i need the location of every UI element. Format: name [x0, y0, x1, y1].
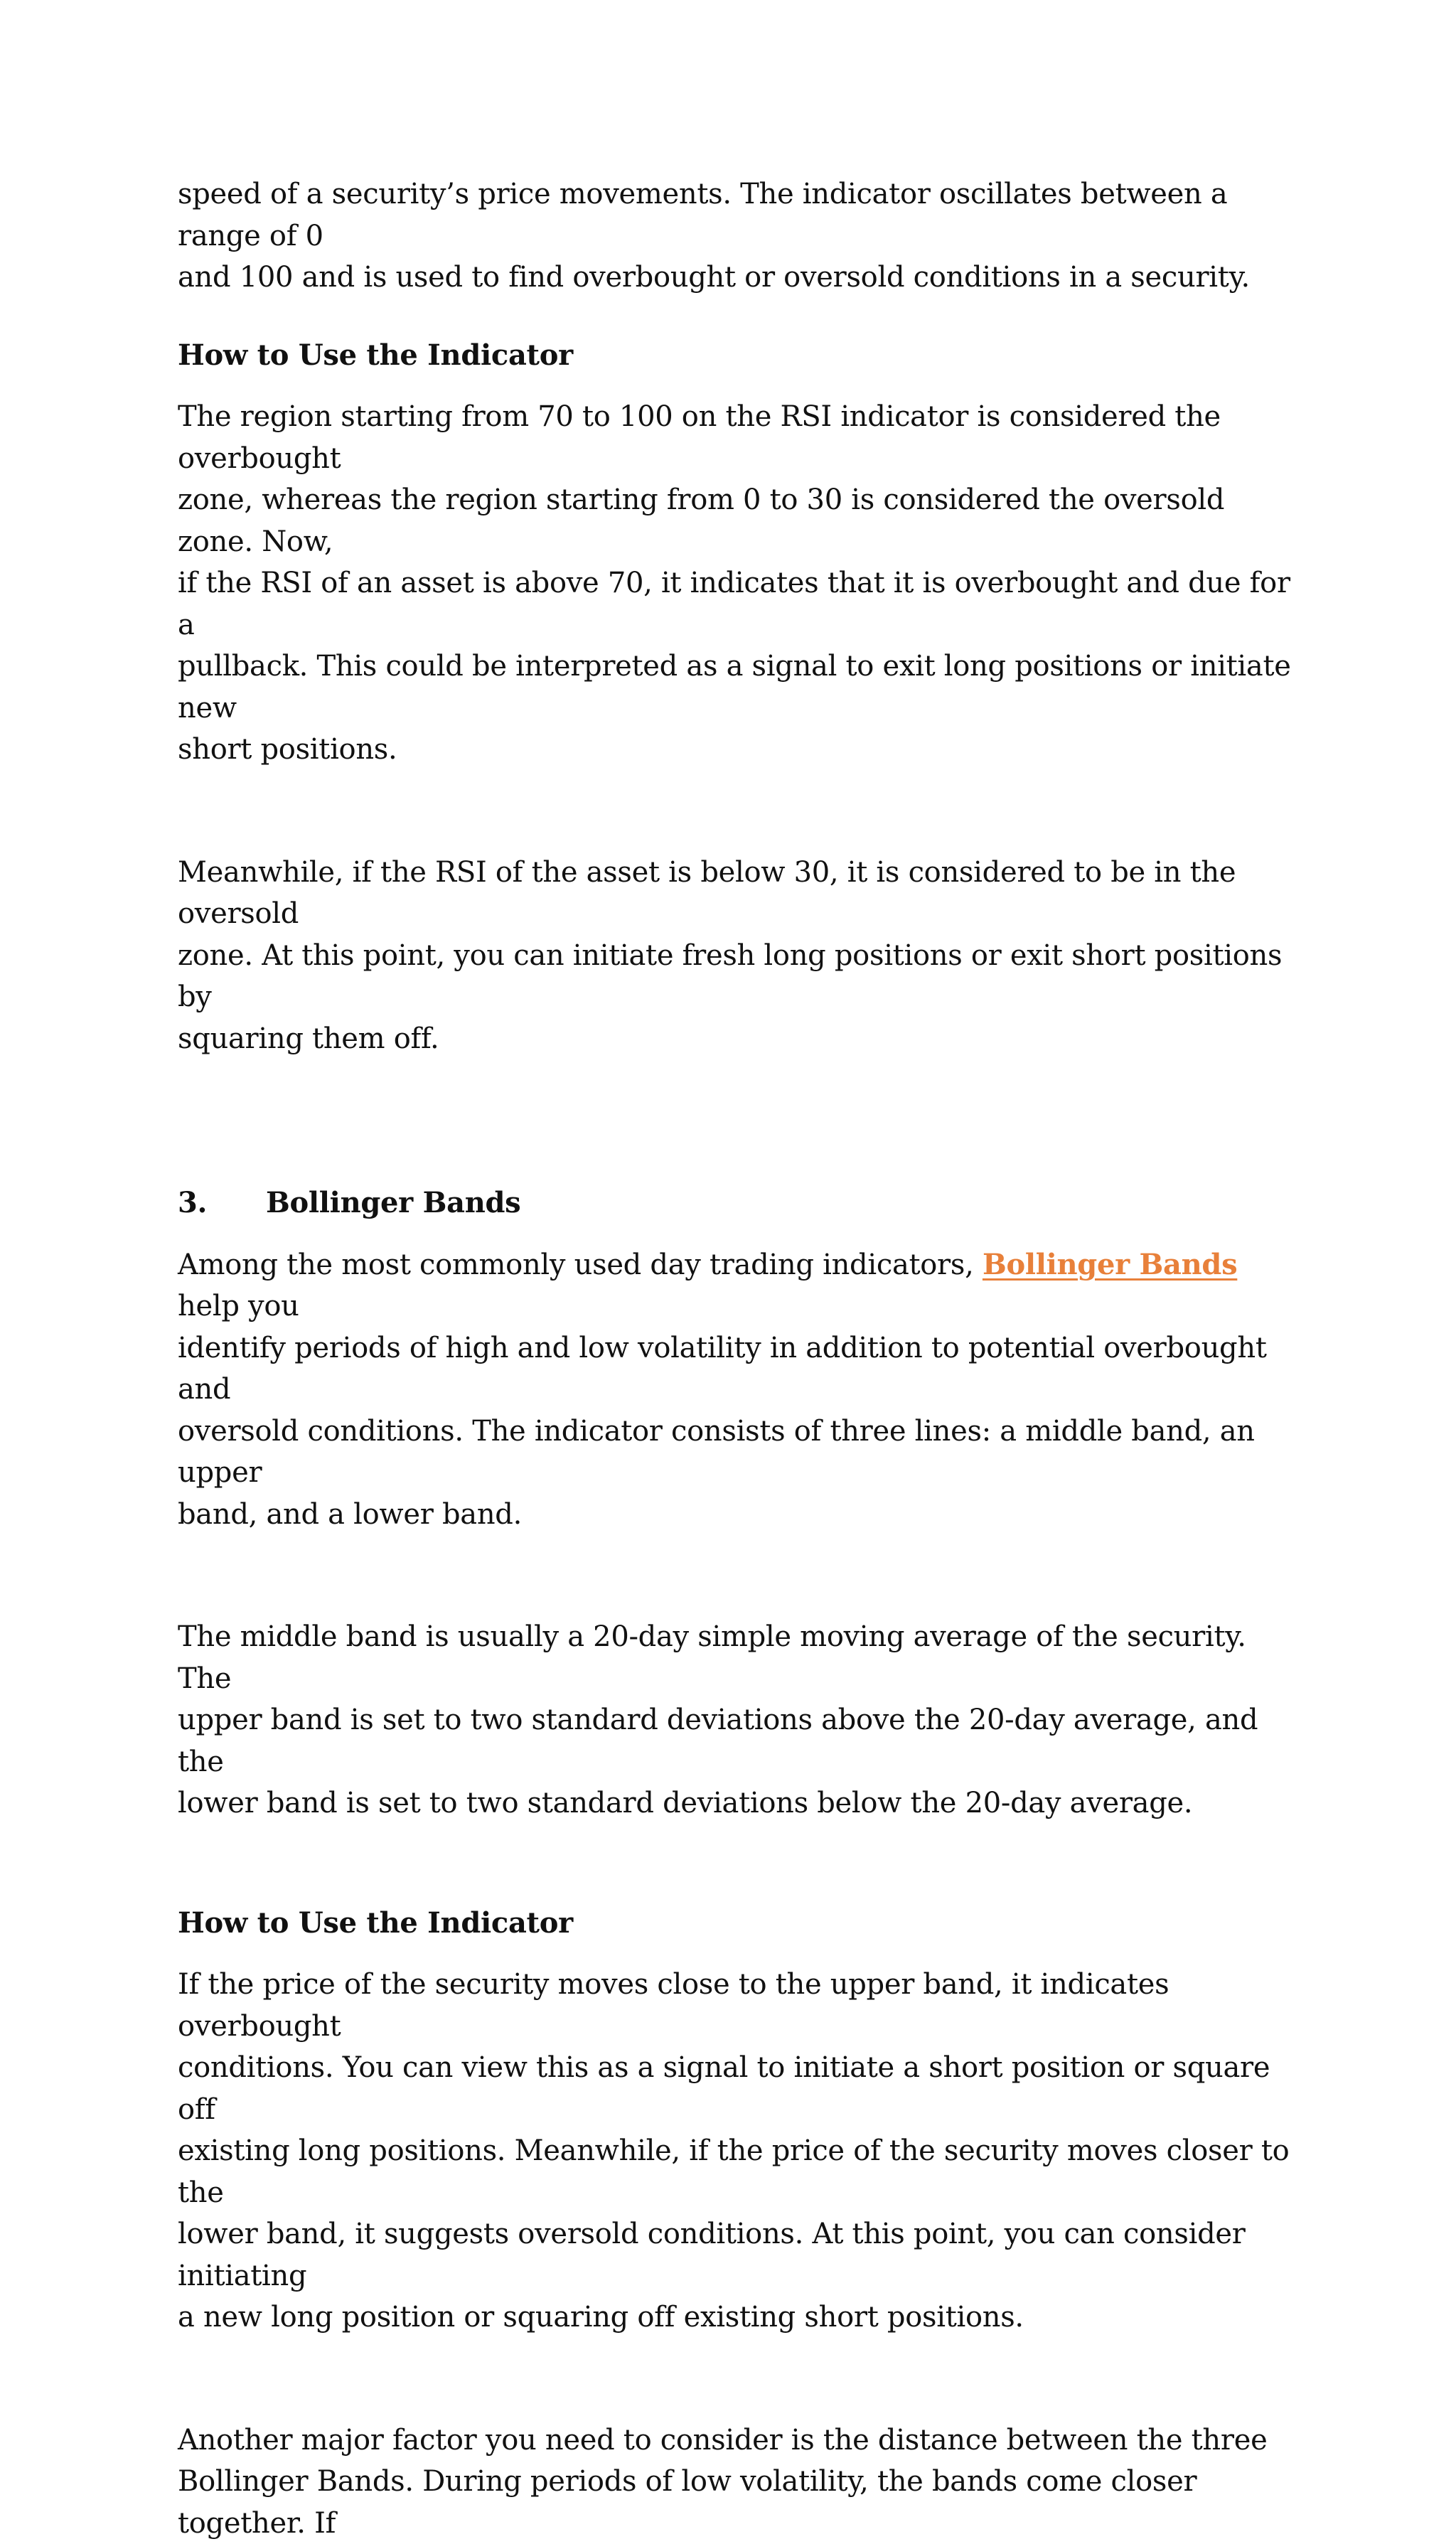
- section-3-heading: [178, 1182, 1294, 1224]
- bollinger-paragraph-2: The middle band is usually a 20-day simple moving average of the security. The upper band is set to two standard deviations above the 20-day average, and the lower band is set to two standard deviations below the 20-day average.: [178, 1616, 1294, 1824]
- rsi-usage-paragraph-1: The region starting from 70 to 100 on the RSI indicator is considered the overbought zone, whereas the region starting from 0 to 30 is considered the oversold zone. Now, if the RSI of an asset is above 70, it indicates that it is overbought and due for a pullback. This could be interpreted as a signal to exit long positions or initiate new short positions.: [178, 396, 1294, 771]
- bollinger-usage-paragraph-1: If the price of the security moves close to the upper band, it indicates overbought conditions. You can view this as a signal to initiate a short position or square off existing long positions. Meanwhile, if the price of the security moves closer to the lower band, it suggests oversold conditions. At this point, you can consider initiating a new long position or squaring off existing short positions.: [178, 1964, 1294, 2339]
- rsi-usage-heading: How to Use the Indicator: [178, 335, 1294, 377]
- bollinger-usage-paragraph-2: Another major factor you need to consider is the distance between the three Bollinger Bands. During periods of low volatility, the bands come closer together. If: [178, 2420, 1294, 2544]
- intro-paragraph: speed of a security’s price movements. The indicator oscillates between a range of 0 and 100 and is used to find overbought or oversold conditions in a security.: [178, 173, 1294, 299]
- bollinger-p1-text-after: help you identify periods of high and low volatility in addition to potential overbought and oversold conditions. The indicator consists of three lines: a middle band, an upper band, and a lower band.: [178, 1290, 1267, 1531]
- rsi-usage-paragraph-2: Meanwhile, if the RSI of the asset is below 30, it is considered to be in the oversold zone. At this point, you can initiate fresh long positions or exit short positions by squaring them off.: [178, 852, 1294, 1060]
- document-page: [178, 173, 1294, 2544]
- section-number: 3.: [178, 1182, 266, 1224]
- bollinger-paragraph-1: [178, 1244, 1294, 1536]
- bollinger-usage-heading: How to Use the Indicator: [178, 1903, 1294, 1945]
- bollinger-p1-text-before: Among the most commonly used day trading indicators,: [178, 1249, 983, 1281]
- bollinger-bands-link[interactable]: Bollinger Bands: [983, 1248, 1237, 1281]
- section-title: Bollinger Bands: [266, 1186, 520, 1219]
